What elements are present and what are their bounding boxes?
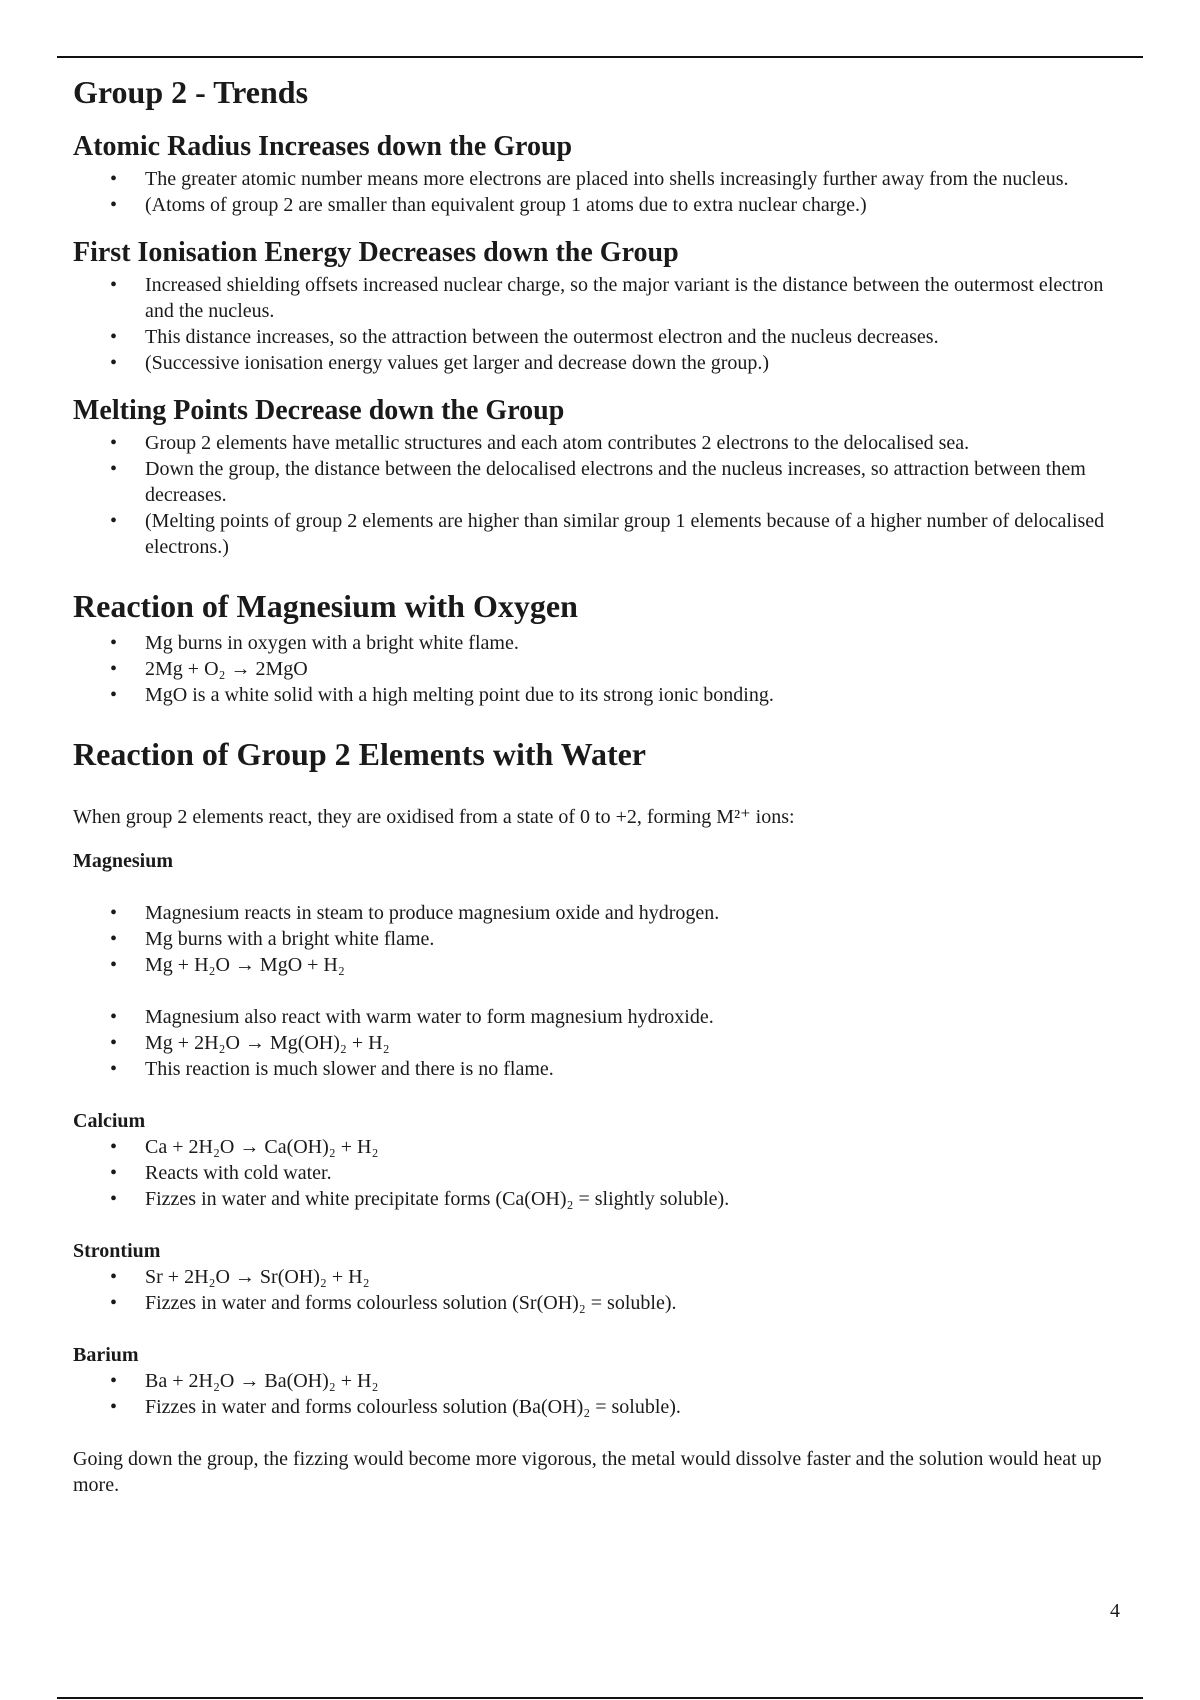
list-item: • (Successive ionisation energy values get larger and decrease down the group.) xyxy=(145,350,1133,376)
list-item: • The greater atomic number means more electrons are placed into shells increasingly further away from the nucleus. xyxy=(145,166,1133,192)
list-item: • Sr + 2H₂O → Sr(OH)₂ + H₂ xyxy=(145,1264,1133,1290)
page-content xyxy=(73,72,1133,1498)
list-item: • Fizzes in water and white precipitate forms (Ca(OH)₂ = slightly soluble). xyxy=(145,1186,1133,1212)
list-item: • This reaction is much slower and there is no flame. xyxy=(145,1056,1133,1082)
water-conclusion: Going down the group, the fizzing would become more vigorous, the metal would dissolve faster and the solution would heat up more. xyxy=(73,1448,1102,1496)
melting-list xyxy=(73,430,1133,560)
bottom-rule xyxy=(57,1697,1143,1699)
list-item: • Mg burns with a bright white flame. xyxy=(145,926,1133,952)
section-heading-mg-oxygen: Reaction of Magnesium with Oxygen xyxy=(73,588,578,624)
section-heading-melting: Melting Points Decrease down the Group xyxy=(73,395,565,426)
page-title: Group 2 - Trends xyxy=(73,74,309,110)
section-heading-ionisation: First Ionisation Energy Decreases down the Group xyxy=(73,237,679,268)
list-item: • This distance increases, so the attraction between the outermost electron and the nucleus decreases. xyxy=(145,324,1133,350)
list-item: • (Melting points of group 2 elements are higher than similar group 1 elements because of a higher number of delocalised electrons.) xyxy=(145,508,1133,560)
list-item: • Mg + 2H₂O → Mg(OH)₂ + H₂ xyxy=(145,1030,1133,1056)
list-item: • Reacts with cold water. xyxy=(145,1160,1133,1186)
mg-oxygen-list xyxy=(73,630,1133,708)
subheading-magnesium: Magnesium xyxy=(73,850,173,872)
list-item: • Fizzes in water and forms colourless solution (Ba(OH)₂ = soluble). xyxy=(145,1394,1133,1420)
barium-list xyxy=(73,1368,1133,1420)
magnesium-list-b xyxy=(73,1004,1133,1082)
subheading-calcium: Calcium xyxy=(73,1110,146,1132)
list-item: • MgO is a white solid with a high melting point due to its strong ionic bonding. xyxy=(145,682,1133,708)
section-heading-water: Reaction of Group 2 Elements with Water xyxy=(73,736,646,772)
subheading-barium: Barium xyxy=(73,1344,139,1366)
list-item: • Magnesium reacts in steam to produce magnesium oxide and hydrogen. xyxy=(145,900,1133,926)
list-item: • 2Mg + O₂ → 2MgO xyxy=(145,656,1133,682)
section-heading-atomic-radius: Atomic Radius Increases down the Group xyxy=(73,131,573,162)
list-item: • Magnesium also react with warm water to form magnesium hydroxide. xyxy=(145,1004,1133,1030)
water-intro: When group 2 elements react, they are oxidised from a state of 0 to +2, forming M²⁺ ions: xyxy=(73,806,795,828)
strontium-list xyxy=(73,1264,1133,1316)
page-number: 4 xyxy=(1110,1600,1120,1622)
list-item: • (Atoms of group 2 are smaller than equivalent group 1 atoms due to extra nuclear charge.) xyxy=(145,192,1133,218)
top-rule xyxy=(57,56,1143,58)
list-item: • Group 2 elements have metallic structures and each atom contributes 2 electrons to the delocalised sea. xyxy=(145,430,1133,456)
list-item: • Mg + H₂O → MgO + H₂ xyxy=(145,952,1133,978)
atomic-radius-list xyxy=(73,166,1133,218)
calcium-list xyxy=(73,1134,1133,1212)
list-item: • Fizzes in water and forms colourless solution (Sr(OH)₂ = soluble). xyxy=(145,1290,1133,1316)
magnesium-list-a xyxy=(73,900,1133,978)
list-item: • Increased shielding offsets increased nuclear charge, so the major variant is the distance between the outermost electron and the nucleus. xyxy=(145,272,1133,324)
list-item: • Mg burns in oxygen with a bright white flame. xyxy=(145,630,1133,656)
ionisation-list xyxy=(73,272,1133,376)
list-item: • Down the group, the distance between the delocalised electrons and the nucleus increases, so attraction between them decreases. xyxy=(145,456,1133,508)
list-item: • Ca + 2H₂O → Ca(OH)₂ + H₂ xyxy=(145,1134,1133,1160)
list-item: • Ba + 2H₂O → Ba(OH)₂ + H₂ xyxy=(145,1368,1133,1394)
subheading-strontium: Strontium xyxy=(73,1240,161,1262)
